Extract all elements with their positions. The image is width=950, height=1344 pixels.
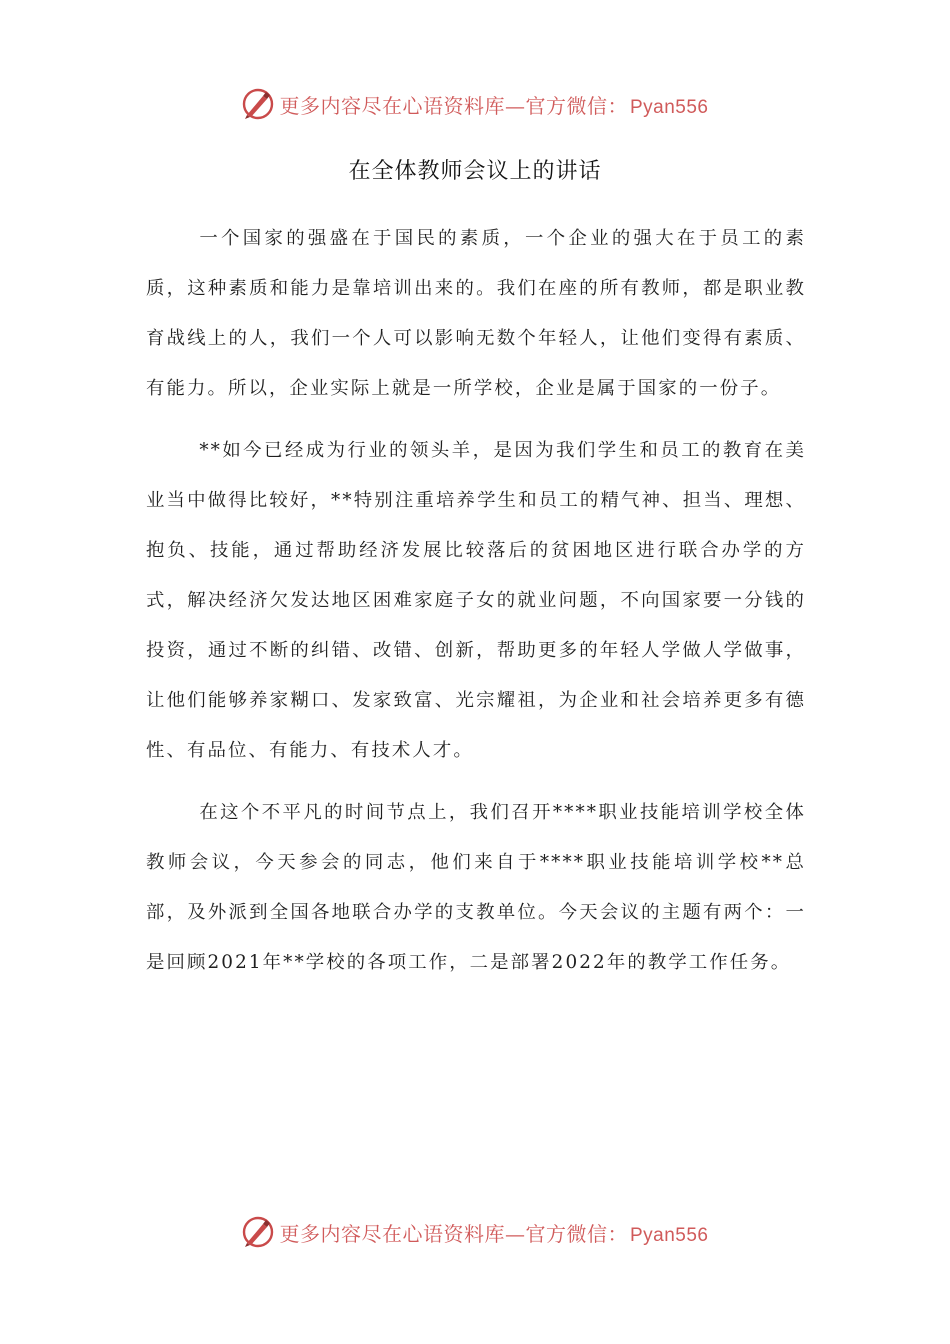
- paragraph-1: 一个国家的强盛在于国民的素质，一个企业的强大在于员工的素质，这种素质和能力是靠培训出来的。我们在座的所有教师，都是职业教育战线上的人，我们一个人可以影响无数个年轻人，让他们变得有素质、有能力。所以，企业实际上就是一所学校，企业是属于国家的一份子。: [146, 228, 806, 399]
- paragraph-2: **如今已经成为行业的领头羊，是因为我们学生和员工的教育在美业当中做得比较好，**特别注重培养学生和员工的精气神、担当、理想、抱负、技能，通过帮助经济发展比较落后的贫困地区进行联合办学的方式，解决经济欠发达地区困难家庭子女的就业问题，不向国家要一分钱的投资，通过不断的纠错、改错、创新，帮助更多的年轻人学做人学做事，让他们能够养家糊口、发家致富、光宗耀祖，为企业和社会培养更多有德性、有品位、有能力、有技术人才。: [146, 440, 806, 761]
- watermark-handle: Pyan556: [629, 1224, 709, 1246]
- document-title: 在全体教师会议上的讲话: [348, 159, 602, 184]
- header-watermark: [0, 84, 950, 124]
- pen-logo-icon: [241, 1215, 275, 1249]
- document-body: [146, 214, 806, 1000]
- paragraph-3: 在这个不平凡的时间节点上，我们召开****职业技能培训学校全体教师会议，今天参会的同志，他们来自于****职业技能培训学校**总部，及外派到全国各地联合办学的支教单位。今天会议的主题有两个：一是回顾2021年**学校的各项工作，二是部署2022年的教学工作任务。: [146, 802, 806, 973]
- footer-watermark: [0, 1212, 950, 1252]
- pen-logo-icon: [241, 87, 275, 121]
- watermark-handle: Pyan556: [629, 96, 709, 118]
- watermark-text: 更多内容尽在心语资料库—官方微信：: [279, 93, 628, 118]
- watermark-text: 更多内容尽在心语资料库—官方微信：: [279, 1221, 628, 1246]
